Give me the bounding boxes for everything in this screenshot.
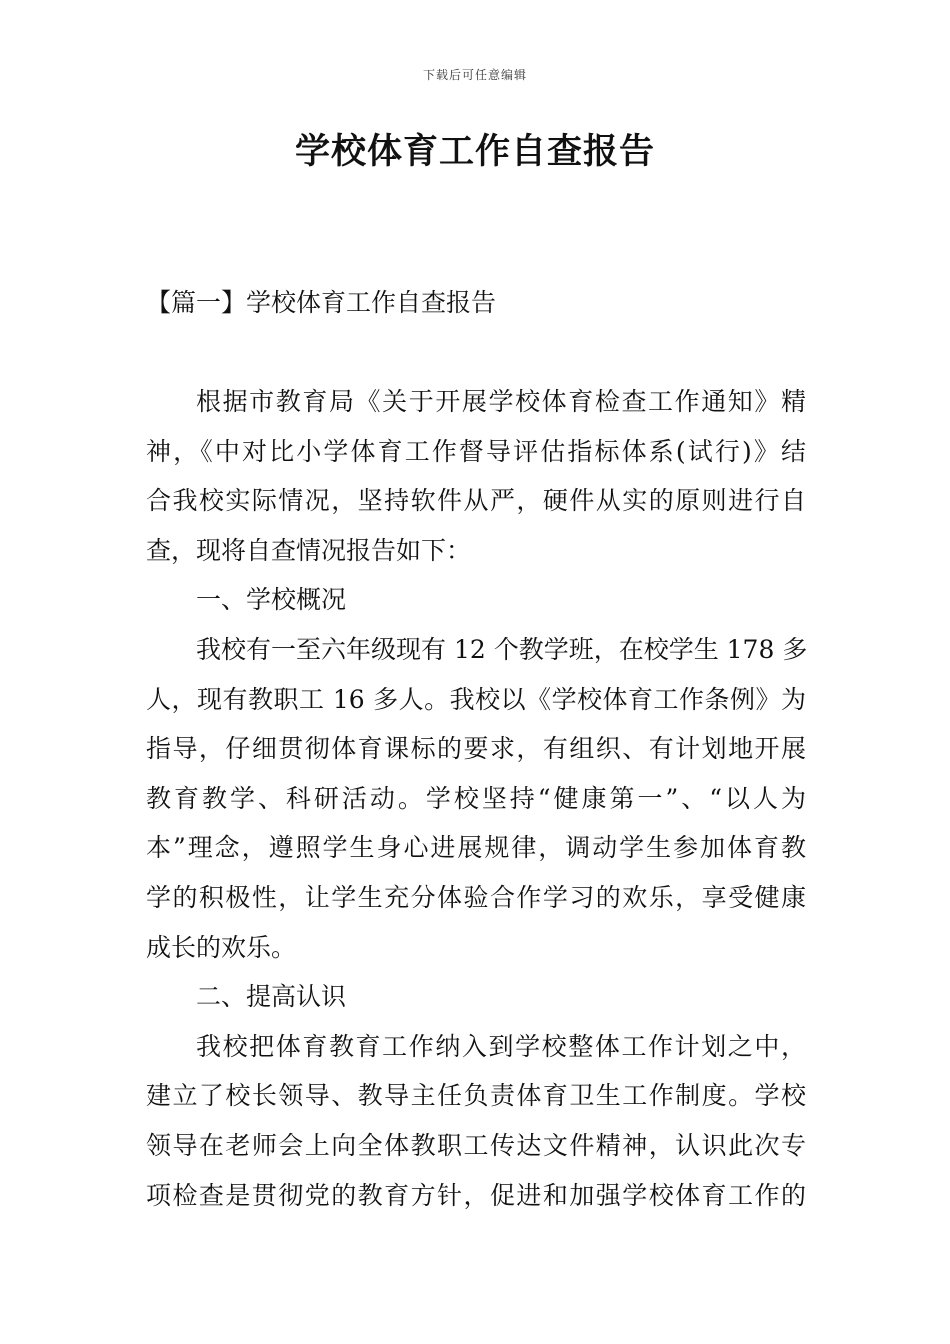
paragraph-line: 项检查是贯彻党的教育方针，促进和加强学校体育工作的 xyxy=(146,1180,806,1210)
paragraph-line: 指导，仔细贯彻体育课标的要求，有组织、有计划地开展 xyxy=(146,734,806,764)
paragraph-line: 学的积极性，让学生充分体验合作学习的欢乐，享受健康 xyxy=(146,882,806,912)
paragraph-line: 领导在老师会上向全体教职工传达文件精神，认识此次专 xyxy=(146,1130,806,1160)
paragraph-line: 查，现将自查情况报告如下： xyxy=(146,535,472,565)
section-heading: 【篇一】学校体育工作自查报告 xyxy=(146,288,497,317)
paragraph-line: 建立了校长领导、教导主任负责体育卫生工作制度。学校 xyxy=(146,1081,806,1111)
paragraph-line: 教育教学、科研活动。学校坚持“健康第一”、“以人为 xyxy=(146,783,806,813)
paragraph-line: 我校有一至六年级现有 12 个教学班，在校学生 178 多 xyxy=(196,634,808,664)
header-note: 下载后可任意编辑 xyxy=(422,68,527,82)
paragraph-line: 根据市教育局《关于开展学校体育检查工作通知》精 xyxy=(196,387,806,416)
paragraph-line: 成长的欢乐。 xyxy=(146,932,297,962)
paragraph-line: 神，《中对比小学体育工作督导评估指标体系(试行)》结 xyxy=(146,436,806,466)
document-title: 学校体育工作自查报告 xyxy=(294,132,655,172)
subsection-heading: 二、提高认识 xyxy=(196,982,347,1012)
document-body xyxy=(146,377,806,1220)
paragraph-line: 合我校实际情况，坚持软件从严，硬件从实的原则进行自 xyxy=(146,486,806,516)
subsection-heading: 一、学校概况 xyxy=(196,585,347,615)
paragraph-line: 本”理念，遵照学生身心进展规律，调动学生参加体育教 xyxy=(146,833,806,863)
paragraph-line: 人，现有教职工 16 多人。我校以《学校体育工作条例》为 xyxy=(146,684,806,714)
paragraph-line: 我校把体育教育工作纳入到学校整体工作计划之中， xyxy=(196,1031,806,1061)
